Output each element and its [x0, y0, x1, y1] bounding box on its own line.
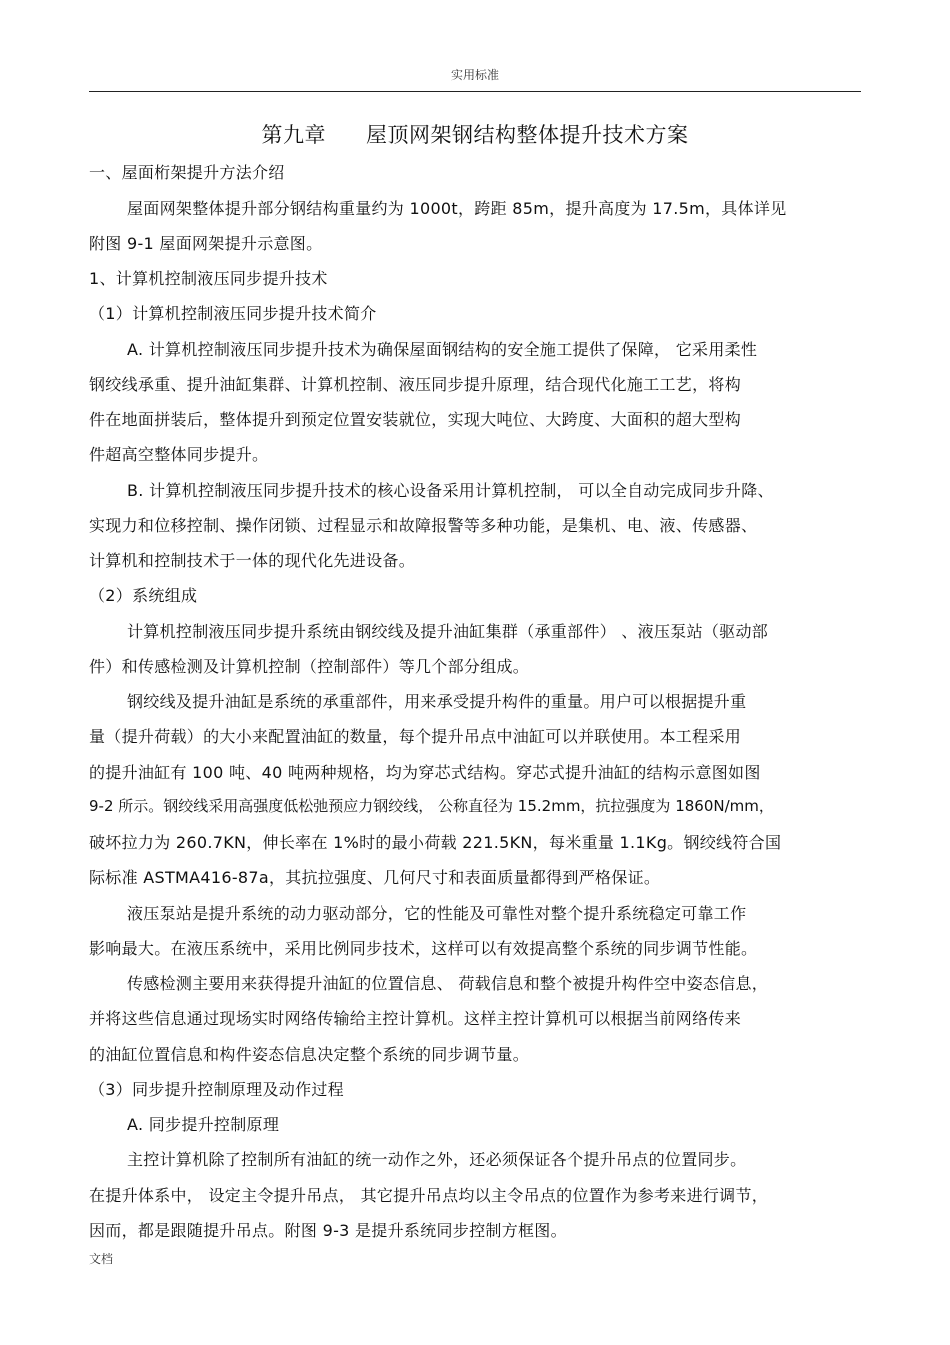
- page-footer: 文档: [89, 1252, 114, 1266]
- section-heading: 一、屋面桁架提升方法介绍: [89, 163, 285, 182]
- paragraph-line: 际标准 ASTMA416-87a，其抗拉强度、几何尺寸和表面质量都得到严格保证。: [89, 868, 661, 887]
- paragraph-line: 传感检测主要用来获得提升油缸的位置信息、 荷载信息和整个被提升构件空中姿态信息，: [127, 974, 769, 993]
- paragraph-line: 实现力和位移控制、操作闭锁、过程显示和故障报警等多种功能，是集机、电、液、传感器、: [89, 516, 758, 535]
- subsection-heading: （2）系统组成: [89, 586, 198, 605]
- paragraph-line: 计算机和控制技术于一体的现代化先进设备。: [89, 551, 416, 570]
- paragraph-line: B. 计算机控制液压同步提升技术的核心设备采用计算机控制， 可以全自动完成同步升降、: [127, 481, 774, 500]
- chapter-number: 第九章: [261, 123, 326, 147]
- paragraph-line: 钢绞线承重、提升油缸集群、计算机控制、液压同步提升原理，结合现代化施工工艺，将构: [89, 375, 742, 394]
- paragraph-line: 因而，都是跟随提升吊点。附图 9-3 是提升系统同步控制方框图。: [89, 1221, 567, 1240]
- paragraph-line: 钢绞线及提升油缸是系统的承重部件，用来承受提升构件的重量。用户可以根据提升重: [127, 692, 747, 711]
- paragraph-line: 9-2 所示。钢绞线采用高强度低松弛预应力钢绞线， 公称直径为 15.2mm，抗拉强度为 1860N/mm，: [89, 797, 774, 815]
- paragraph-line: A. 计算机控制液压同步提升技术为确保屋面钢结构的安全施工提供了保障， 它采用柔性: [127, 340, 758, 359]
- subsection-heading: 1、计算机控制液压同步提升技术: [89, 269, 328, 288]
- paragraph-line: 量（提升荷载）的大小来配置油缸的数量，每个提升吊点中油缸可以并联使用。本工程采用: [89, 727, 742, 746]
- paragraph-line: 并将这些信息通过现场实时网络传输给主控计算机。这样主控计算机可以根据当前网络传来: [89, 1009, 742, 1028]
- paragraph-line: 屋面网架整体提升部分钢结构重量约为 1000t，跨距 85m，提升高度为 17.5m，具体详见: [127, 199, 787, 218]
- chapter-name: 屋顶网架钢结构整体提升技术方案: [366, 123, 689, 147]
- paragraph-line: 件在地面拼装后，整体提升到预定位置安装就位，实现大吨位、大跨度、大面积的超大型构: [89, 410, 742, 429]
- paragraph-line: 液压泵站是提升系统的动力驱动部分，它的性能及可靠性对整个提升系统稳定可靠工作: [127, 904, 747, 923]
- paragraph-line: 附图 9-1 屋面网架提升示意图。: [89, 234, 323, 253]
- header-rule: [89, 91, 861, 92]
- paragraph-line: 主控计算机除了控制所有油缸的统一动作之外，还必须保证各个提升吊点的位置同步。: [127, 1150, 747, 1169]
- paragraph-line: 的提升油缸有 100 吨、40 吨两种规格，均为穿芯式结构。穿芯式提升油缸的结构示意图如图: [89, 763, 761, 782]
- paragraph-line: 破坏拉力为 260.7KN，伸长率在 1%时的最小荷载 221.5KN，每米重量 1.1Kg。钢绞线符合国: [89, 833, 782, 852]
- paragraph-line: 的油缸位置信息和构件姿态信息决定整个系统的同步调节量。: [89, 1045, 530, 1064]
- paragraph-line: 计算机控制液压同步提升系统由钢绞线及提升油缸集群（承重部件） 、液压泵站（驱动部: [127, 622, 769, 641]
- page-header: 实用标准: [450, 68, 499, 82]
- subsection-heading: A. 同步提升控制原理: [127, 1115, 280, 1134]
- subsection-heading: （1）计算机控制液压同步提升技术简介: [89, 304, 377, 323]
- subsection-heading: （3）同步提升控制原理及动作过程: [89, 1080, 344, 1099]
- paragraph-line: 在提升体系中， 设定主令提升吊点， 其它提升吊点均以主令吊点的位置作为参考来进行调节，: [89, 1186, 769, 1205]
- chapter-title: [0, 119, 950, 149]
- paragraph-line: 件）和传感检测及计算机控制（控制部件）等几个部分组成。: [89, 657, 530, 676]
- paragraph-line: 影响最大。在液压系统中，采用比例同步技术，这样可以有效提高整个系统的同步调节性能。: [89, 939, 758, 958]
- paragraph-line: 件超高空整体同步提升。: [89, 445, 269, 464]
